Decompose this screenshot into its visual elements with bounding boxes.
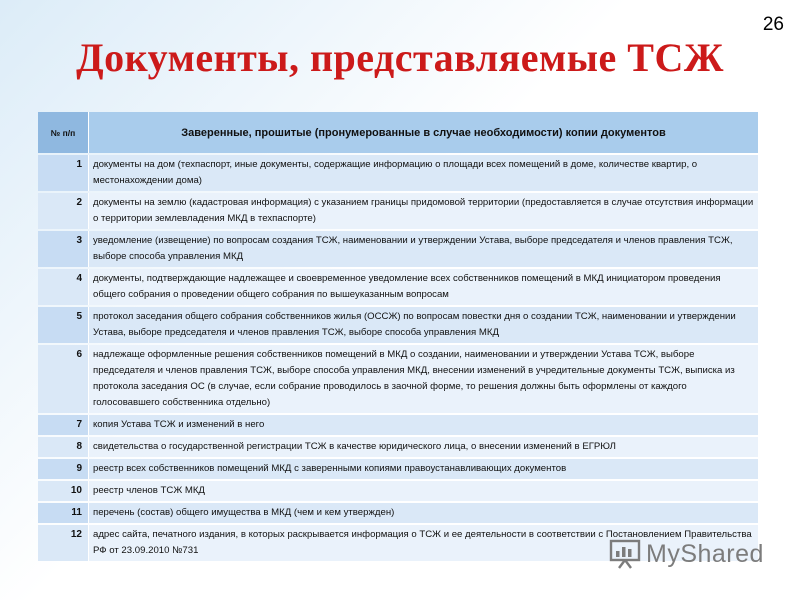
table-row (38, 269, 758, 305)
row-description: адрес сайта, печатного издания, в которых раскрывается информация о ТСЖ и ее деятельности в соответствии с Постановлением Правительства РФ от 23.09.2010 №731 (88, 525, 758, 561)
row-number: 4 (38, 269, 88, 305)
table-row (38, 415, 758, 435)
table-row (38, 345, 758, 413)
table-row (38, 459, 758, 479)
row-description: надлежаще оформленные решения собственников помещений в МКД о создании, наименовании и утверждении Устава ТСЖ, выборе председателя и членов правления ТСЖ, выборе способа управления МКД, внесении изменений в учредительные документы ТСЖ, выписка из протокола заседания ОС (в случае, если собрание проводилось в заочной форме, то решения должны быть оформлены от каждого голосовавшего собственника отдельно) (88, 345, 758, 413)
row-number: 11 (38, 503, 88, 523)
logo-text: MyShared (646, 539, 764, 568)
row-number: 1 (38, 155, 88, 191)
page-title: Документы, представляемые ТСЖ (76, 35, 724, 80)
header-description: Заверенные, прошитые (пронумерованные в случае необходимости) копии документов (88, 112, 758, 153)
row-description: документы на землю (кадастровая информация) с указанием границы придомовой территории (предоставляется в случае отсутствия информации о территории землевладения МКД в техпаспорте) (88, 193, 758, 229)
row-description: перечень (состав) общего имущества в МКД (чем и кем утвержден) (88, 503, 758, 523)
row-number: 10 (38, 481, 88, 501)
row-number: 3 (38, 231, 88, 267)
table-header-row (38, 112, 758, 153)
myshared-logo (608, 536, 768, 572)
row-number: 12 (38, 525, 88, 561)
table-row (38, 437, 758, 457)
row-description: реестр членов ТСЖ МКД (88, 481, 758, 501)
row-number: 9 (38, 459, 88, 479)
table-row (38, 155, 758, 191)
row-number: 7 (38, 415, 88, 435)
row-description: свидетельства о государственной регистрации ТСЖ в качестве юридического лица, о внесении изменений в ЕГРЮЛ (88, 437, 758, 457)
row-description: уведомление (извещение) по вопросам создания ТСЖ, наименовании и утверждении Устава, выборе председателя и членов правления ТСЖ, выборе способа управления МКД (88, 231, 758, 267)
documents-table (38, 110, 758, 563)
row-description: реестр всех собственников помещений МКД с заверенными копиями правоустанавливающих документов (88, 459, 758, 479)
slide-number: 26 (762, 14, 784, 35)
row-number: 2 (38, 193, 88, 229)
header-number: № п/п (38, 112, 88, 153)
table-row (38, 193, 758, 229)
row-description: копия Устава ТСЖ и изменений в него (88, 415, 758, 435)
row-description: документы на дом (техпаспорт, иные документы, содержащие информацию о площади всех помещений в доме, количестве квартир, о местонахождении дома) (88, 155, 758, 191)
table-row (38, 231, 758, 267)
row-number: 8 (38, 437, 88, 457)
table-row (38, 503, 758, 523)
table-row (38, 307, 758, 343)
table-body (38, 155, 758, 561)
row-description: документы, подтверждающие надлежащее и своевременное уведомление всех собственников помещений в МКД инициатором проведения общего собрания о проведении общего собрания по вышеуказанным вопросам (88, 269, 758, 305)
row-number: 5 (38, 307, 88, 343)
table-row (38, 481, 758, 501)
row-description: протокол заседания общего собрания собственников жилья (ОССЖ) по вопросам повестки дня о создании ТСЖ, наименовании и утверждении Устава, выборе председателя и членов правления ТСЖ, выборе способа управления МКД (88, 307, 758, 343)
row-number: 6 (38, 345, 88, 413)
presentation-board-icon (608, 539, 642, 569)
